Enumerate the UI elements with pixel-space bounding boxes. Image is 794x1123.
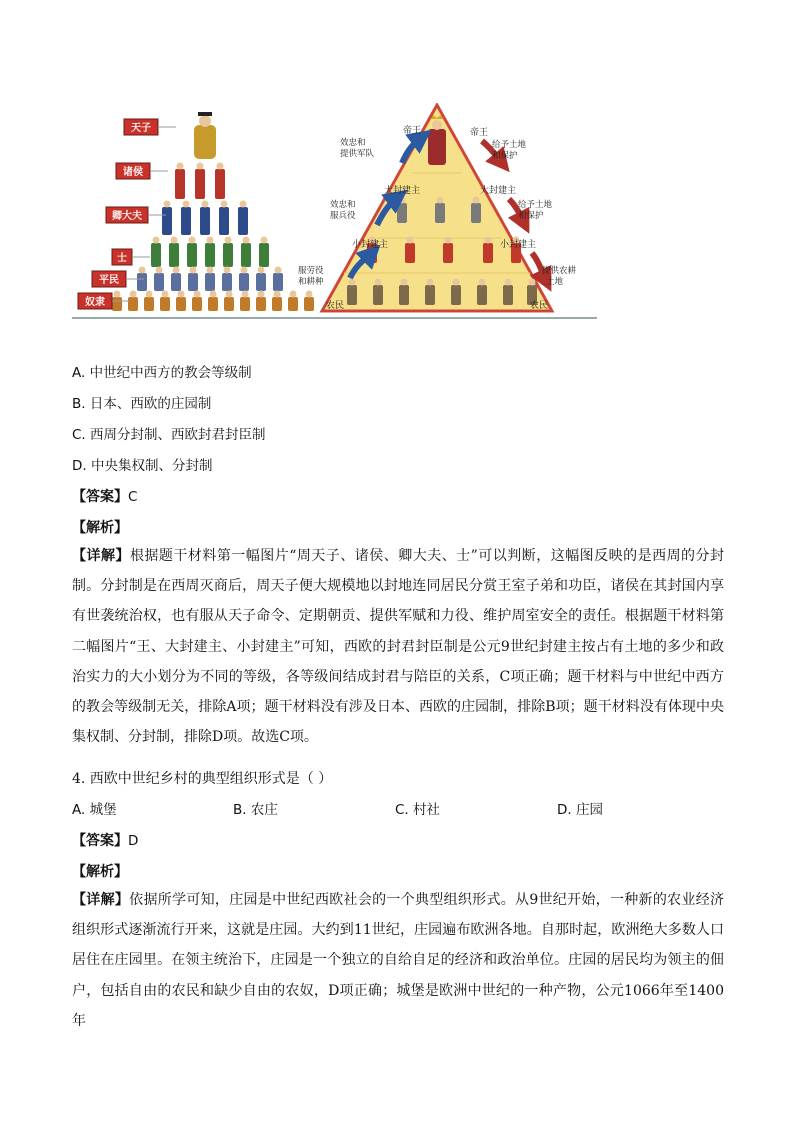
q3-option-c: C. 西周分封制、西欧封君封臣制 [72, 427, 266, 443]
q4-answer-value: D [128, 833, 139, 849]
hierarchy-figure [72, 103, 597, 321]
person-figure [224, 291, 234, 312]
feudal-pyramid [298, 105, 577, 311]
person-figure [205, 267, 215, 292]
q4-answer [72, 832, 138, 850]
q3-analysis-label [72, 519, 128, 537]
person-figure [176, 291, 186, 312]
rank-tag-label: 平民 [99, 275, 119, 286]
level-label-lord-right: 大封建主 [480, 186, 517, 196]
q4-answer-label: 【答案】 [72, 833, 128, 849]
q4-detail [72, 885, 724, 1036]
person-figure [288, 291, 298, 312]
q4-option-d: D. 庄园 [557, 802, 603, 818]
person-figure [241, 237, 251, 268]
q4-options [72, 801, 724, 819]
level-label-peasant-left: 农民 [326, 301, 345, 311]
person-figure [238, 201, 248, 236]
person-figure [175, 163, 185, 200]
person-figure [239, 267, 249, 292]
q4-detail-text: 依据所学可知，庄园是中世纪西欧社会的一个典型组织形式。从9世纪开始，一种新的农业经济组织形式逐渐流行开来，这就是庄园。大约到11世纪，庄园遍布欧洲各地。自那时起，欧洲绝大多数人口居住在庄园里。在领主统治下，庄园是一个独立的自给自足的经济和政治单位。庄园的居民均为领主的佃户，包括自由的农民和缺少自由的农奴，D项正确；城堡是欧洲中世纪的一种产物，公元1066年至1400年 [72, 892, 725, 1029]
hierarchy-figure-svg [72, 103, 597, 321]
level-label-vassal-right: 小封建主 [500, 240, 537, 250]
person-figure [200, 201, 210, 236]
level-label-peasant-right: 农民 [530, 301, 549, 311]
q3-option-d: D. 中央集权制、分封制 [72, 458, 213, 474]
person-figure [273, 267, 283, 292]
person-figure [169, 237, 179, 268]
person-figure [256, 267, 266, 292]
person-figure [219, 201, 229, 236]
rank-tag-label: 卿大夫 [112, 211, 142, 222]
q4-option-b: B. 农庄 [233, 802, 278, 818]
q4-analysis-tag: 【解析】 [72, 864, 128, 880]
q3-detail-label: 【详解】 [72, 548, 130, 564]
rank-tag-label: 诸侯 [123, 167, 143, 178]
note-land-protect-1: 给予土地和保护 [492, 140, 527, 161]
q3-option-a: A. 中世纪中西方的教会等级制 [72, 365, 252, 381]
q3-option-b: B. 日本、西欧的庄园制 [72, 396, 212, 412]
person-figure [144, 291, 154, 312]
person-figure [195, 163, 205, 200]
person-figure [259, 237, 269, 268]
rank-tag [92, 271, 144, 287]
level-label-king-left: 帝王 [403, 126, 422, 136]
q3-analysis-tag: 【解析】 [72, 520, 128, 536]
q4-option-a: A. 城堡 [72, 802, 117, 818]
note-loyalty-service: 效忠和服兵役 [330, 200, 356, 221]
level-label-lord-left: 大封建主 [384, 186, 421, 196]
rank-tag [112, 249, 150, 265]
rank-tag [78, 293, 130, 309]
person-figure [188, 267, 198, 292]
person-figure [304, 291, 314, 312]
person-figure [240, 291, 250, 312]
emperor-figure [194, 112, 216, 159]
note-farm-land: 提供农耕土地 [542, 266, 577, 287]
q4-detail-label: 【详解】 [72, 892, 130, 908]
q3-answer [72, 488, 137, 506]
rank-tag [124, 119, 176, 135]
person-figure [162, 201, 172, 236]
q4-question: 4. 西欧中世纪乡村的典型组织形式是（ ） [72, 771, 333, 787]
person-figure [256, 291, 266, 312]
note-land-protect-2: 给予土地和保护 [518, 200, 553, 221]
person-figure [223, 237, 233, 268]
person-figure [181, 201, 191, 236]
q3-answer-value: C [128, 489, 138, 505]
rank-tag [106, 207, 166, 223]
person-figure [192, 291, 202, 312]
rank-tag-label: 士 [117, 253, 127, 264]
note-labor-farming: 服劳役和耕种 [298, 266, 324, 287]
q3-detail-text: 根据题干材料第一幅图片“周天子、诸侯、卿大夫、士”可以判断，这幅图反映的是西周的分封制。分封制是在西周灭商后，周天子便大规模地以封地连同居民分赏王室子弟和功臣，诸侯在其封国内享有世袭统治权，也有服从天子命令、定期朝贡、提供军赋和力役、维护周室安全的责任。根据题干材料第二幅图片“王、大封建主、小封建主”可知，西欧的封君封臣制是公元9世纪封建主按占有土地的多少和政治实力的大小划分为不同的等级，各等级间结成封君与陪臣的关系，C项正确；题干材料与中世纪中西方的教会等级制无关，排除A项；题干材料没有涉及日本、西欧的庄园制，排除B项；题干材料没有体现中央集权制、分封制，排除D项。故选C项。 [72, 548, 725, 746]
rank-tag [116, 163, 168, 179]
person-figure [154, 267, 164, 292]
person-figure [151, 237, 161, 268]
level-label-king-right: 帝王 [470, 128, 489, 138]
person-figure [272, 291, 282, 312]
q4-option-c: C. 村社 [395, 802, 441, 818]
person-figure [208, 291, 218, 312]
person-figure [205, 237, 215, 268]
q3-answer-label: 【答案】 [72, 489, 128, 505]
q4-analysis-label [72, 863, 128, 881]
person-figure [187, 237, 197, 268]
person-figure [222, 267, 232, 292]
note-loyalty-army: 效忠和提供军队 [340, 138, 375, 159]
person-figure [171, 267, 181, 292]
rank-tag-label: 奴隶 [85, 297, 105, 308]
person-figure [215, 163, 225, 200]
person-figure [160, 291, 170, 312]
zhou-pyramid [78, 112, 314, 311]
rank-tag-label: 天子 [131, 123, 151, 134]
q3-detail [72, 541, 724, 752]
level-label-vassal-left: 小封建主 [352, 240, 389, 250]
